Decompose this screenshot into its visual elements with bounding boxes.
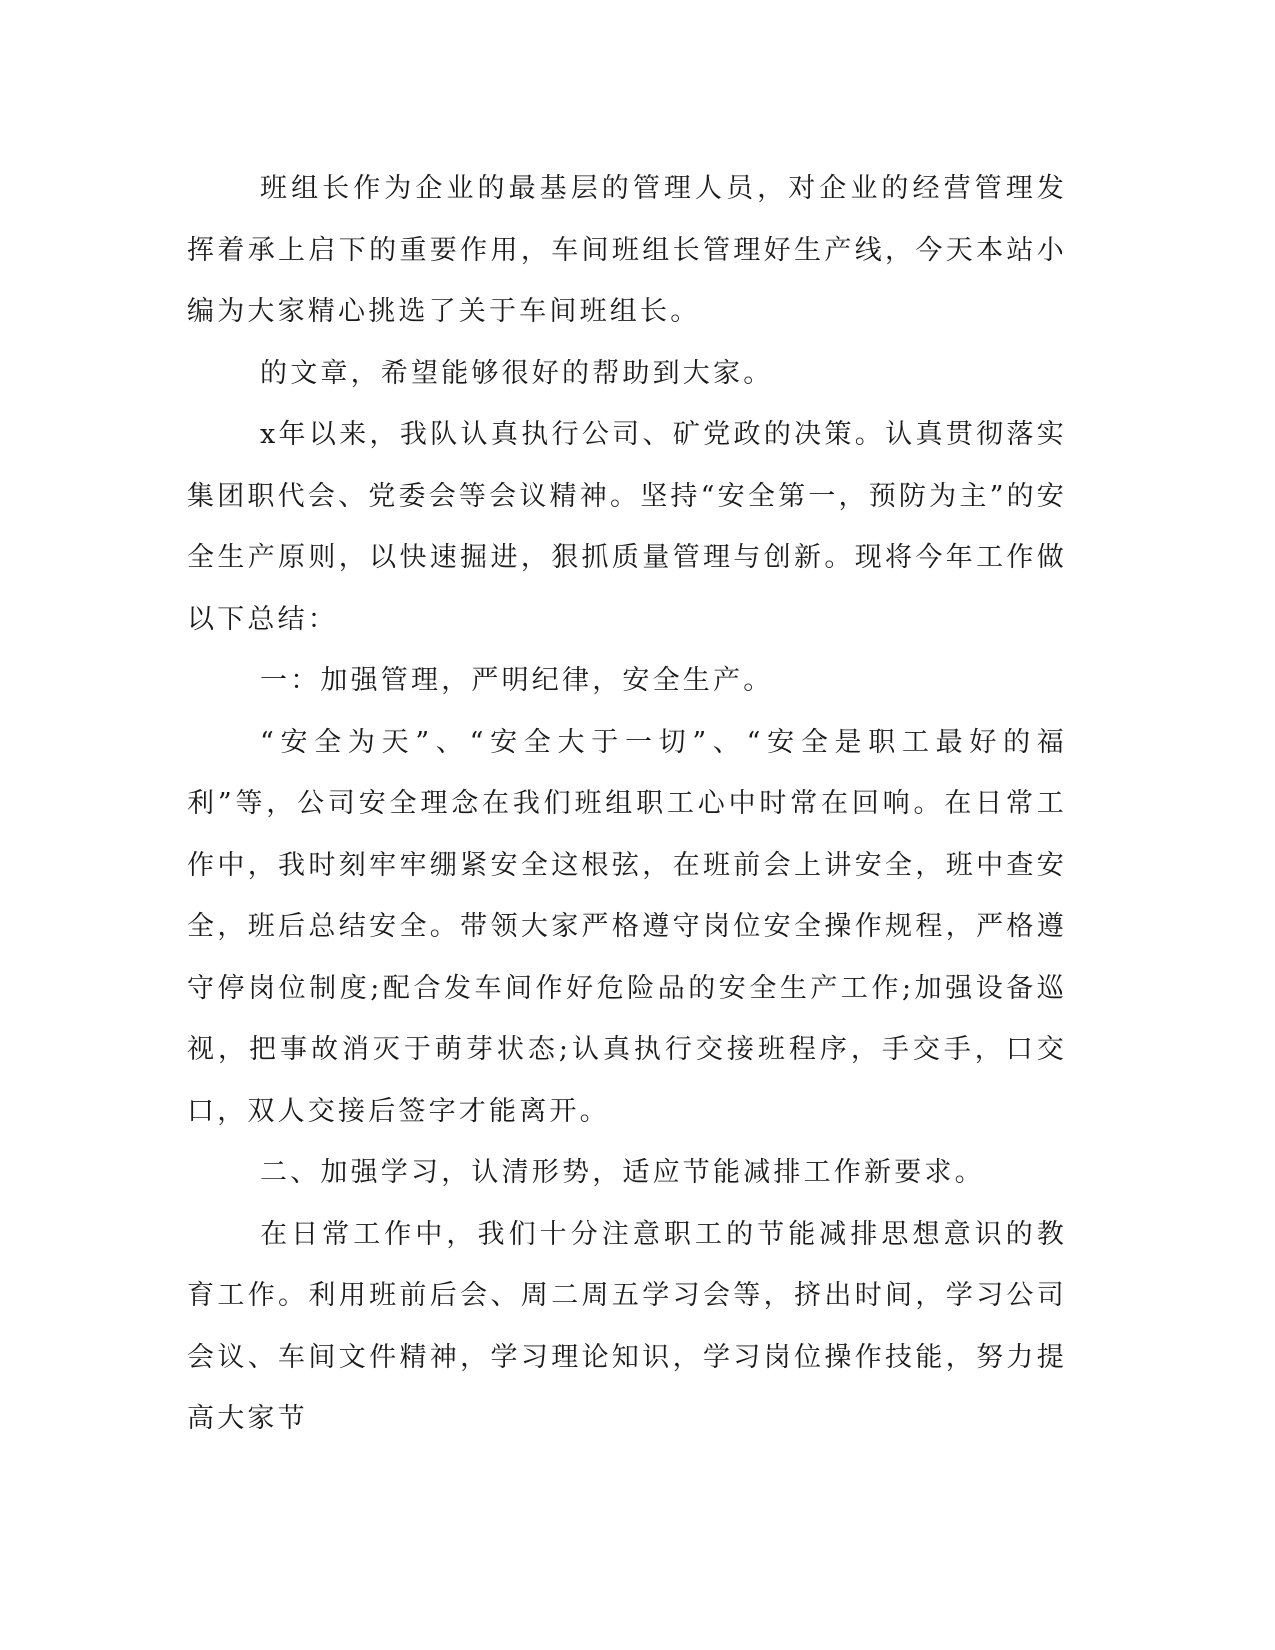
paragraph-intro: 班组长作为企业的最基层的管理人员，对企业的经营管理发挥着承上启下的重要作用，车间班组长管理好生产线，今天本站小编为大家精心挑选了关于车间班组长。 <box>187 173 1067 327</box>
paragraph-safety: “安全为天”、“安全大于一切”、“安全是职工最好的福利”等，公司安全理念在我们班组职工心中时常在回响。在日常工作中，我时刻牢牢绷紧安全这根弦，在班前会上讲安全，班中查安全，班后总结安全。带领大家严格遵守岗位安全操作规程，严格遵守停岗位制度;配合发车间作好危险品的安全生产工作;加强设备巡视，把事故消灭于萌芽状态;认真执行交接班程序，手交手，口交口，双人交接后签字才能离开。 <box>187 726 1067 1127</box>
section-heading-1: 一：加强管理，严明纪律，安全生产。 <box>260 665 774 696</box>
paragraph-intro-continued: 的文章，希望能够很好的帮助到大家。 <box>260 357 774 389</box>
paragraph-summary-opening: x年以来，我队认真执行公司、矿党政的决策。认真贯彻落实集团职代会、党委会等会议精神。坚持“安全第一，预防为主”的安全生产原则，以快速掘进，狠抓质量管理与创新。现将今年工作做以下总结： <box>187 419 1067 635</box>
paragraph-learning: 在日常工作中，我们十分注意职工的节能减排思想意识的教育工作。利用班前后会、周二周五学习会等，挤出时间，学习公司会议、车间文件精神，学习理论知识，学习岗位操作技能，努力提高大家节 <box>187 1218 1067 1434</box>
document-body <box>187 158 1067 1450</box>
section-heading-2: 二、加强学习，认清形势，适应节能减排工作新要求。 <box>260 1157 985 1188</box>
